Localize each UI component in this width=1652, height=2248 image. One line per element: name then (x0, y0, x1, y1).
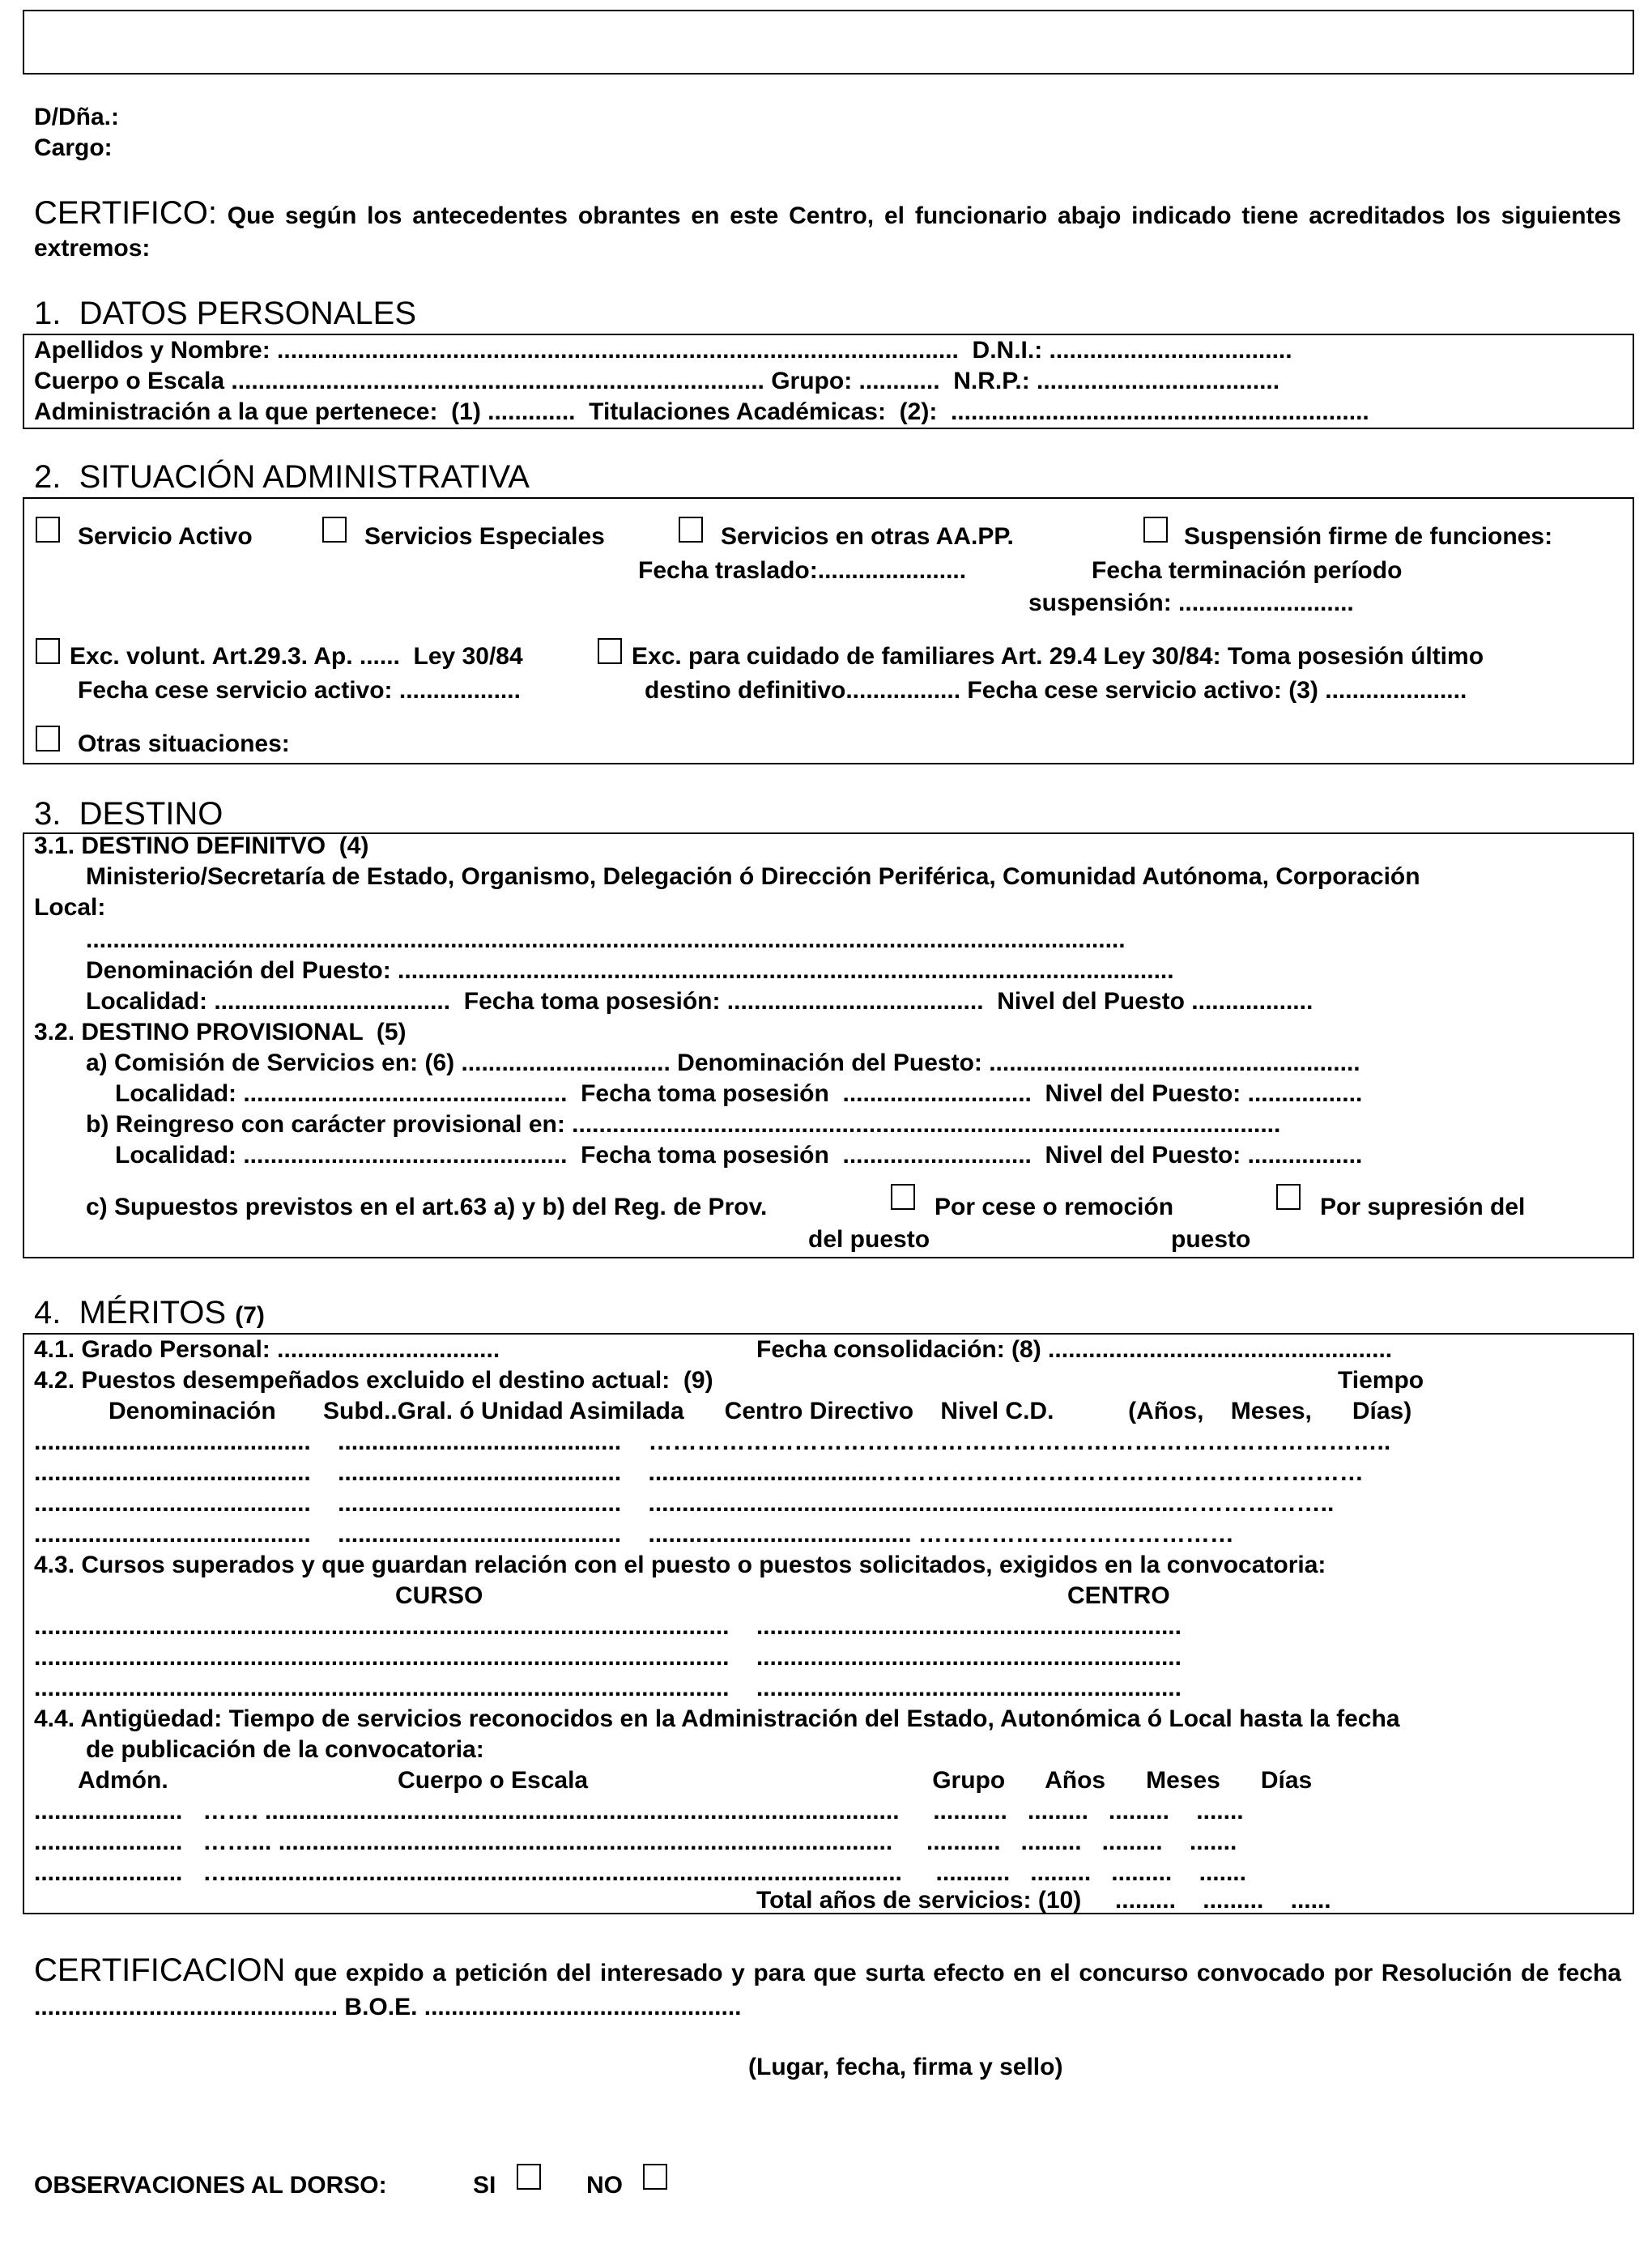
section-1-title: 1. DATOS PERSONALES (34, 296, 417, 331)
antiguedad-heading-1: 4.4. Antigüedad: Tiempo de servicios reconocidos en la Administración del Estado, Autonómica ó Local hasta la fecha (34, 1705, 1400, 1732)
reingreso-line: b) Reingreso con carácter provisional en: ......................................................................................................... (86, 1111, 1281, 1138)
otras-situaciones-label: Otras situaciones: (78, 730, 290, 757)
del-puesto-label: del puesto (808, 1226, 930, 1253)
tiempo-label: Tiempo (1338, 1367, 1424, 1394)
puestos-row: ......................................... .......................................... ……………………………………………………………………………….. (34, 1428, 1391, 1455)
certificacion-word: CERTIFICACION (34, 1952, 286, 1988)
destino-definitivo-heading: 3.1. DESTINO DEFINITVO (4) (34, 832, 369, 859)
servicio-activo-label: Servicio Activo (78, 523, 253, 550)
cursos-heading: 4.3. Cursos superados y que guardan relación con el puesto o puestos solicitados, exigidos en la convocatoria: (34, 1552, 1326, 1578)
cursos-row: ....................................................................................................... ............................................................... (34, 1613, 1182, 1640)
servicios-especiales-label: Servicios Especiales (364, 523, 605, 550)
certifico-word: CERTIFICO: (34, 195, 217, 231)
cese-remocion-label: Por cese o remoción (935, 1194, 1174, 1220)
checkbox-exc-cuidado[interactable] (598, 638, 622, 664)
curso-column-header: CURSO (395, 1582, 483, 1609)
comision-servicios-line: a) Comisión de Servicios en: (6) ............................... Denominación del Puesto: ....................................................... (86, 1049, 1360, 1076)
suspension-label: Suspensión firme de funciones: (1184, 523, 1553, 550)
dona-label: D/Dña.: (34, 104, 119, 130)
checkbox-supresion[interactable] (1276, 1184, 1301, 1210)
destino-definitivo-line: destino definitivo................. Fecha cese servicio activo: (3) ..................... (645, 677, 1467, 704)
fecha-terminacion-1: Fecha terminación período (1092, 557, 1403, 584)
checkbox-si[interactable] (517, 2164, 541, 2190)
antiguedad-row: ...................... ……... ........................................................................................... ........... ......... ......... ....... (34, 1829, 1237, 1855)
administracion-line: Administración a la que pertenece: (1) ............. Titulaciones Académicas: (2): .............................................................. (34, 398, 1369, 425)
exc-cuidado-label: Exc. para cuidado de familiares Art. 29.4 Ley 30/84: Toma posesión último (632, 643, 1484, 670)
localidad-definitivo-line: Localidad: ................................... Fecha toma posesión: ...................................... Nivel del Puesto .................. (86, 988, 1314, 1015)
checkbox-servicios-especiales[interactable] (322, 517, 347, 543)
grado-personal-line: 4.1. Grado Personal: ................................. (34, 1336, 500, 1363)
no-label: NO (586, 2172, 623, 2199)
supresion-label: Por supresión del (1320, 1194, 1526, 1220)
denominacion-puesto-line: Denominación del Puesto: ................................................................................................................... (86, 957, 1174, 984)
comision-localidad-line: Localidad: ................................................ Fecha toma posesión ............................ Nivel del Puesto: ................. (115, 1080, 1363, 1107)
fecha-consolidacion-line: Fecha consolidación: (8) ................................................... (756, 1336, 1393, 1363)
total-anos-servicios: Total años de servicios: (10) ......... ......... ...... (756, 1887, 1331, 1914)
cursos-row: ....................................................................................................... ............................................................... (34, 1675, 1182, 1701)
antiguedad-columns-header: Admón. Cuerpo o Escala Grupo Años Meses Días (78, 1767, 1313, 1794)
cuerpo-line: Cuerpo o Escala ............................................................................... Grupo: ............ N.R.P.: .................................... (34, 368, 1280, 394)
centro-column-header: CENTRO (1067, 1582, 1170, 1609)
supuestos-line: c) Supuestos previstos en el art.63 a) y b) del Reg. de Prov. (86, 1194, 768, 1220)
checkbox-servicios-otras-aapp[interactable] (679, 517, 703, 543)
section-4-title-text: 4. MÉRITOS (34, 1295, 227, 1330)
puestos-row: ......................................... .......................................... ..................................…………………………………………………… (34, 1459, 1364, 1486)
fecha-terminacion-2: suspensión: .......................... (1028, 590, 1354, 616)
section-4-title-note: (7) (235, 1302, 265, 1329)
apellidos-line: Apellidos y Nombre: ..................................................................................................... D.N.I.: .................................... (34, 337, 1292, 364)
puestos-columns-header: Denominación Subd..Gral. ó Unidad Asimilada Centro Directivo Nivel C.D. (Años, Meses, Días) (109, 1398, 1412, 1424)
antiguedad-row: ...................... ….................................................................................................... ........... ......... ......... ....... (34, 1859, 1246, 1886)
header-blank-box (23, 10, 1634, 75)
destino-provisional-heading: 3.2. DESTINO PROVISIONAL (5) (34, 1019, 407, 1045)
checkbox-servicio-activo[interactable] (36, 517, 60, 543)
certifico-paragraph (34, 194, 1621, 265)
ministerio-line-2: Local: (34, 894, 106, 921)
puesto-label: puesto (1171, 1226, 1251, 1253)
ministerio-line-1: Ministerio/Secretaría de Estado, Organismo, Delegación ó Dirección Periférica, Comunidad Autónoma, Corporación (86, 863, 1420, 890)
puestos-desempenados-heading: 4.2. Puestos desempeñados excluido el destino actual: (9) (34, 1367, 713, 1394)
checkbox-otras-situaciones[interactable] (36, 726, 60, 751)
si-label: SI (473, 2172, 496, 2199)
observaciones-label: OBSERVACIONES AL DORSO: (34, 2172, 387, 2199)
certificacion-paragraph (34, 1952, 1621, 2024)
servicios-otras-aapp-label: Servicios en otras AA.PP. (721, 523, 1014, 550)
certificacion-text: que expido a petición del interesado y para que surta efecto en el concurso convocado por Resolución de fecha ............................................. B.O.E. ............................................... (34, 1960, 1621, 2020)
firma-label: (Lugar, fecha, firma y sello) (748, 2054, 1063, 2080)
fecha-cese-1: Fecha cese servicio activo: .................. (78, 677, 521, 704)
section-3-title: 3. DESTINO (34, 796, 224, 832)
checkbox-suspension[interactable] (1143, 517, 1168, 543)
section-4-title (34, 1294, 265, 1335)
ministerio-dots: .......................................................................................................................................................... (86, 926, 1126, 953)
checkbox-no[interactable] (643, 2164, 667, 2190)
cursos-row: ....................................................................................................... ............................................................... (34, 1644, 1182, 1671)
checkbox-cese-remocion[interactable] (891, 1184, 915, 1210)
reingreso-localidad-line: Localidad: ................................................ Fecha toma posesión ............................ Nivel del Puesto: ................. (115, 1142, 1363, 1169)
fecha-traslado: Fecha traslado:...................... (638, 557, 967, 584)
puestos-row: ......................................... .......................................... ....................................... ………………………………… (34, 1521, 1234, 1548)
checkbox-exc-voluntaria[interactable] (36, 638, 60, 664)
puestos-row: ......................................... .......................................... ..............................................................................……………….. (34, 1490, 1335, 1517)
section-2-title: 2. SITUACIÓN ADMINISTRATIVA (34, 459, 530, 495)
cargo-label: Cargo: (34, 134, 113, 161)
certifico-text: Que según los antecedentes obrantes en este Centro, el funcionario abajo indicado tiene acreditados los siguientes extremos: (34, 202, 1621, 262)
antiguedad-row: ...................... ……. .............................................................................................. ........... ......... ......... ....... (34, 1798, 1244, 1824)
antiguedad-heading-2: de publicación de la convocatoria: (86, 1736, 484, 1763)
exc-voluntaria-label: Exc. volunt. Art.29.3. Ap. ...... Ley 30/84 (70, 643, 523, 670)
